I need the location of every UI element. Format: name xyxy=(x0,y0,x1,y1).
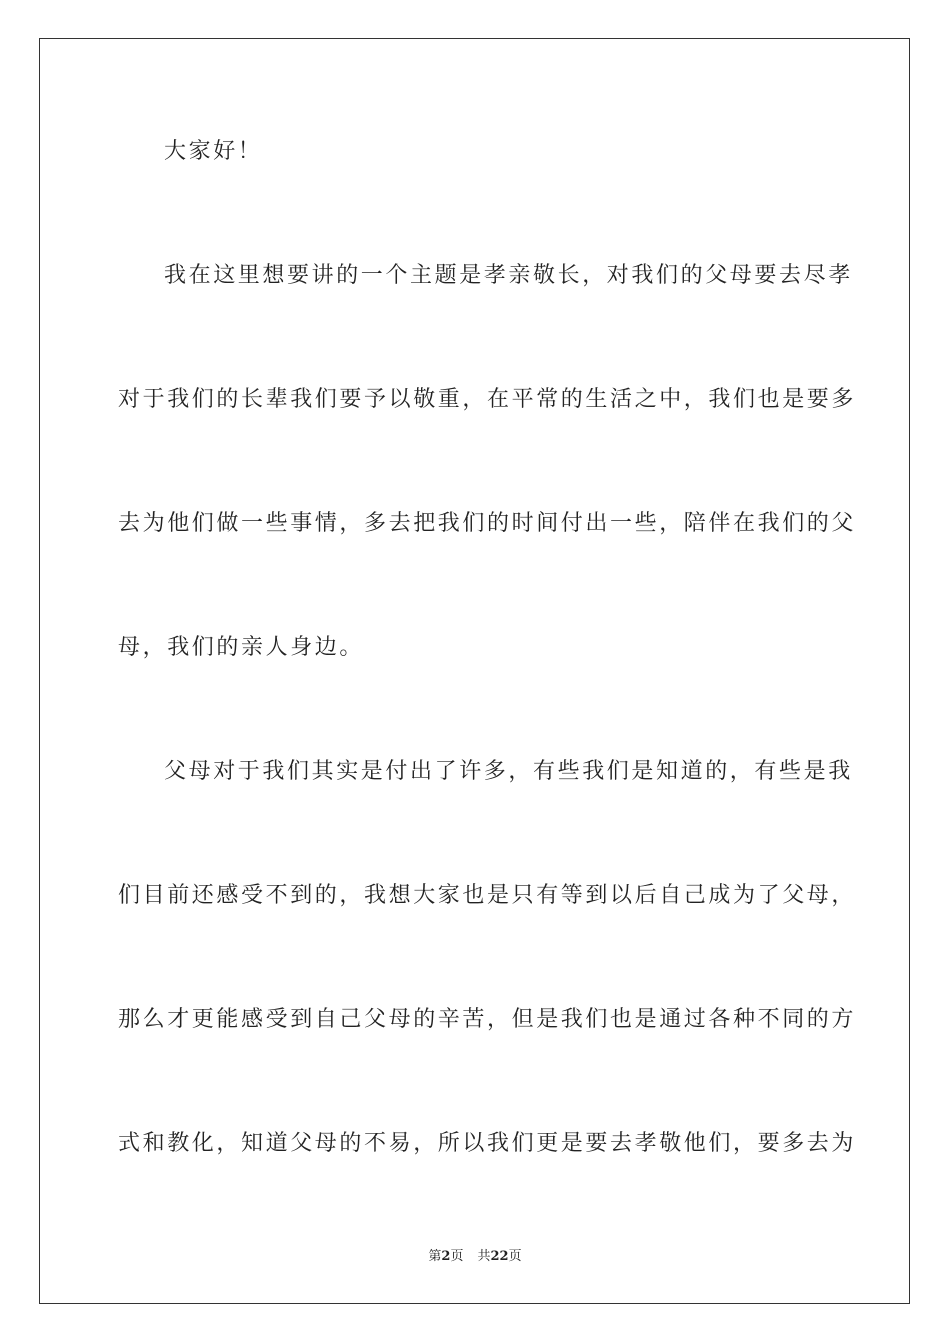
paragraph-1-line-3: 去为他们做一些事情，多去把我们的时间付出一些，陪伴在我们的父 xyxy=(118,511,857,536)
paragraph-2-line-1: 父母对于我们其实是付出了许多，有些我们是知道的，有些是我 xyxy=(164,759,853,784)
paragraph-1-line-4: 母，我们的亲人身边。 xyxy=(118,635,365,660)
page-number: 2 xyxy=(441,1249,451,1264)
paragraph-2-line-2: 们目前还感受不到的，我想大家也是只有等到以后自己成为了父母， xyxy=(118,883,857,908)
page-suffix: 页 xyxy=(450,1249,464,1264)
paragraph-1-line-1: 我在这里想要讲的一个主题是孝亲敬长，对我们的父母要去尽孝 xyxy=(164,263,853,288)
total-prefix: 共 xyxy=(477,1249,491,1264)
paragraph-1-line-2: 对于我们的长辈我们要予以敬重，在平常的生活之中，我们也是要多 xyxy=(118,387,857,412)
greeting-line: 大家好！ xyxy=(164,139,263,164)
paragraph-2-line-3: 那么才更能感受到自己父母的辛苦，但是我们也是通过各种不同的方 xyxy=(118,1007,857,1032)
total-pages: 22 xyxy=(490,1249,509,1264)
total-suffix: 页 xyxy=(508,1249,522,1264)
page-border xyxy=(39,38,910,1304)
page-prefix: 第 xyxy=(428,1249,442,1264)
page-footer xyxy=(0,1248,950,1266)
paragraph-2-line-4: 式和教化，知道父母的不易，所以我们更是要去孝敬他们，要多去为 xyxy=(118,1131,857,1156)
